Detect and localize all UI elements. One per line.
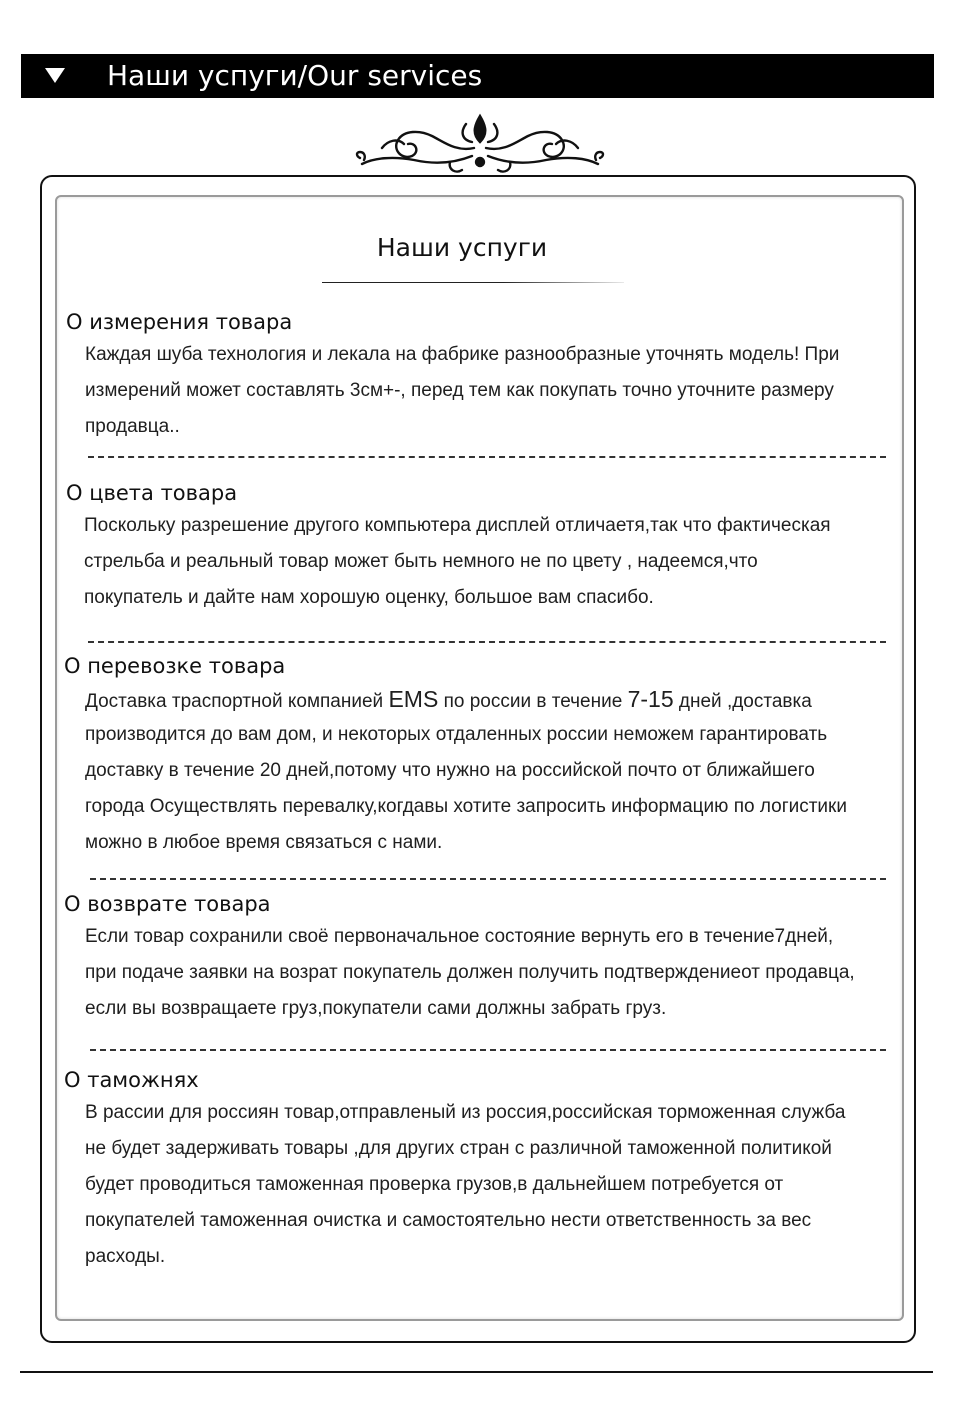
text-line: покупатель и дайте нам хорошую оценку, большое вам спасибо. (84, 587, 654, 608)
dashed-divider (90, 1049, 886, 1051)
text-fragment: по россии в течение (438, 691, 628, 712)
dashed-divider (90, 878, 886, 880)
text-line: Поскольку разрешение другого компьютера дисплей отличаетя,так что фактическая (84, 515, 831, 536)
text-line: В рассии для россиян товар,отправленый из россия,российская торможенная служба (85, 1102, 846, 1123)
section-heading-returns: О возврате товара (64, 892, 271, 916)
text-line (85, 681, 847, 717)
text-line: города Осуществлять перевалку,когдавы хотите запросить информацию по логистики (85, 796, 847, 817)
text-line: продавца.. (85, 416, 180, 437)
page-title: Наши успуги (376, 233, 548, 262)
section-text-measurement (85, 337, 839, 445)
header-bar (21, 54, 934, 98)
carrier-name: EMS (388, 686, 439, 712)
section-heading-color: О цвета товара (66, 481, 238, 505)
text-line: производится до вам дом, и некоторых отдаленных россии неможем гарантировать (85, 724, 828, 745)
text-line: не будет задерживать товары ,для других стран с различной таможенной политикой (85, 1138, 832, 1159)
text-fragment: дней ,доставка (673, 691, 812, 712)
bottom-divider (20, 1371, 933, 1373)
text-fragment: Доставка траспортной компанией (85, 691, 389, 712)
triangle-down-icon (45, 68, 65, 83)
text-line: покупателей таможенная очистка и самостоятельно нести ответственность за вес (85, 1210, 812, 1231)
dashed-divider (88, 641, 886, 643)
text-line: можно в любое время связаться с нами. (85, 832, 443, 853)
delivery-days: 7-15 (627, 686, 674, 712)
section-heading-measurement: О измерения товара (66, 310, 293, 334)
text-line: стрельба и реальный товар может быть немного не по цвету , надеемся,что (84, 551, 758, 572)
text-line: расходы. (85, 1246, 166, 1267)
text-line: будет проводиться таможенная проверка грузов,в дальнейшем потребуется от (85, 1174, 784, 1195)
title-underline (322, 282, 624, 283)
section-text-customs (85, 1095, 845, 1275)
text-line: измерений может составлять 3см+-, перед тем как покупать точно уточните размеру (85, 380, 834, 401)
section-text-returns (85, 919, 855, 1027)
text-line: доставку в течение 20 дней,потому что нужно на российской почто от ближайшего (85, 760, 815, 781)
scroll-ornament-icon (352, 108, 608, 178)
header-title: Наши успуги/Our services (107, 59, 483, 92)
text-line: Каждая шуба технология и лекала на фабрике разнообразные уточнять модель! При (85, 344, 840, 365)
text-line: если вы возвращаете груз,покупатели сами должны забрать груз. (85, 998, 667, 1019)
text-line: Если товар сохранили своё первоначальное состояние вернуть его в течение7дней, (85, 926, 834, 947)
section-text-color (84, 508, 831, 616)
section-text-delivery (85, 681, 847, 861)
section-heading-customs: О таможнях (64, 1068, 199, 1092)
section-heading-delivery: О перевозке товара (64, 654, 286, 678)
dashed-divider (88, 456, 886, 458)
text-line: при подаче заявки на возрат покупатель должен получить подтверждениеот продавца, (85, 962, 855, 983)
